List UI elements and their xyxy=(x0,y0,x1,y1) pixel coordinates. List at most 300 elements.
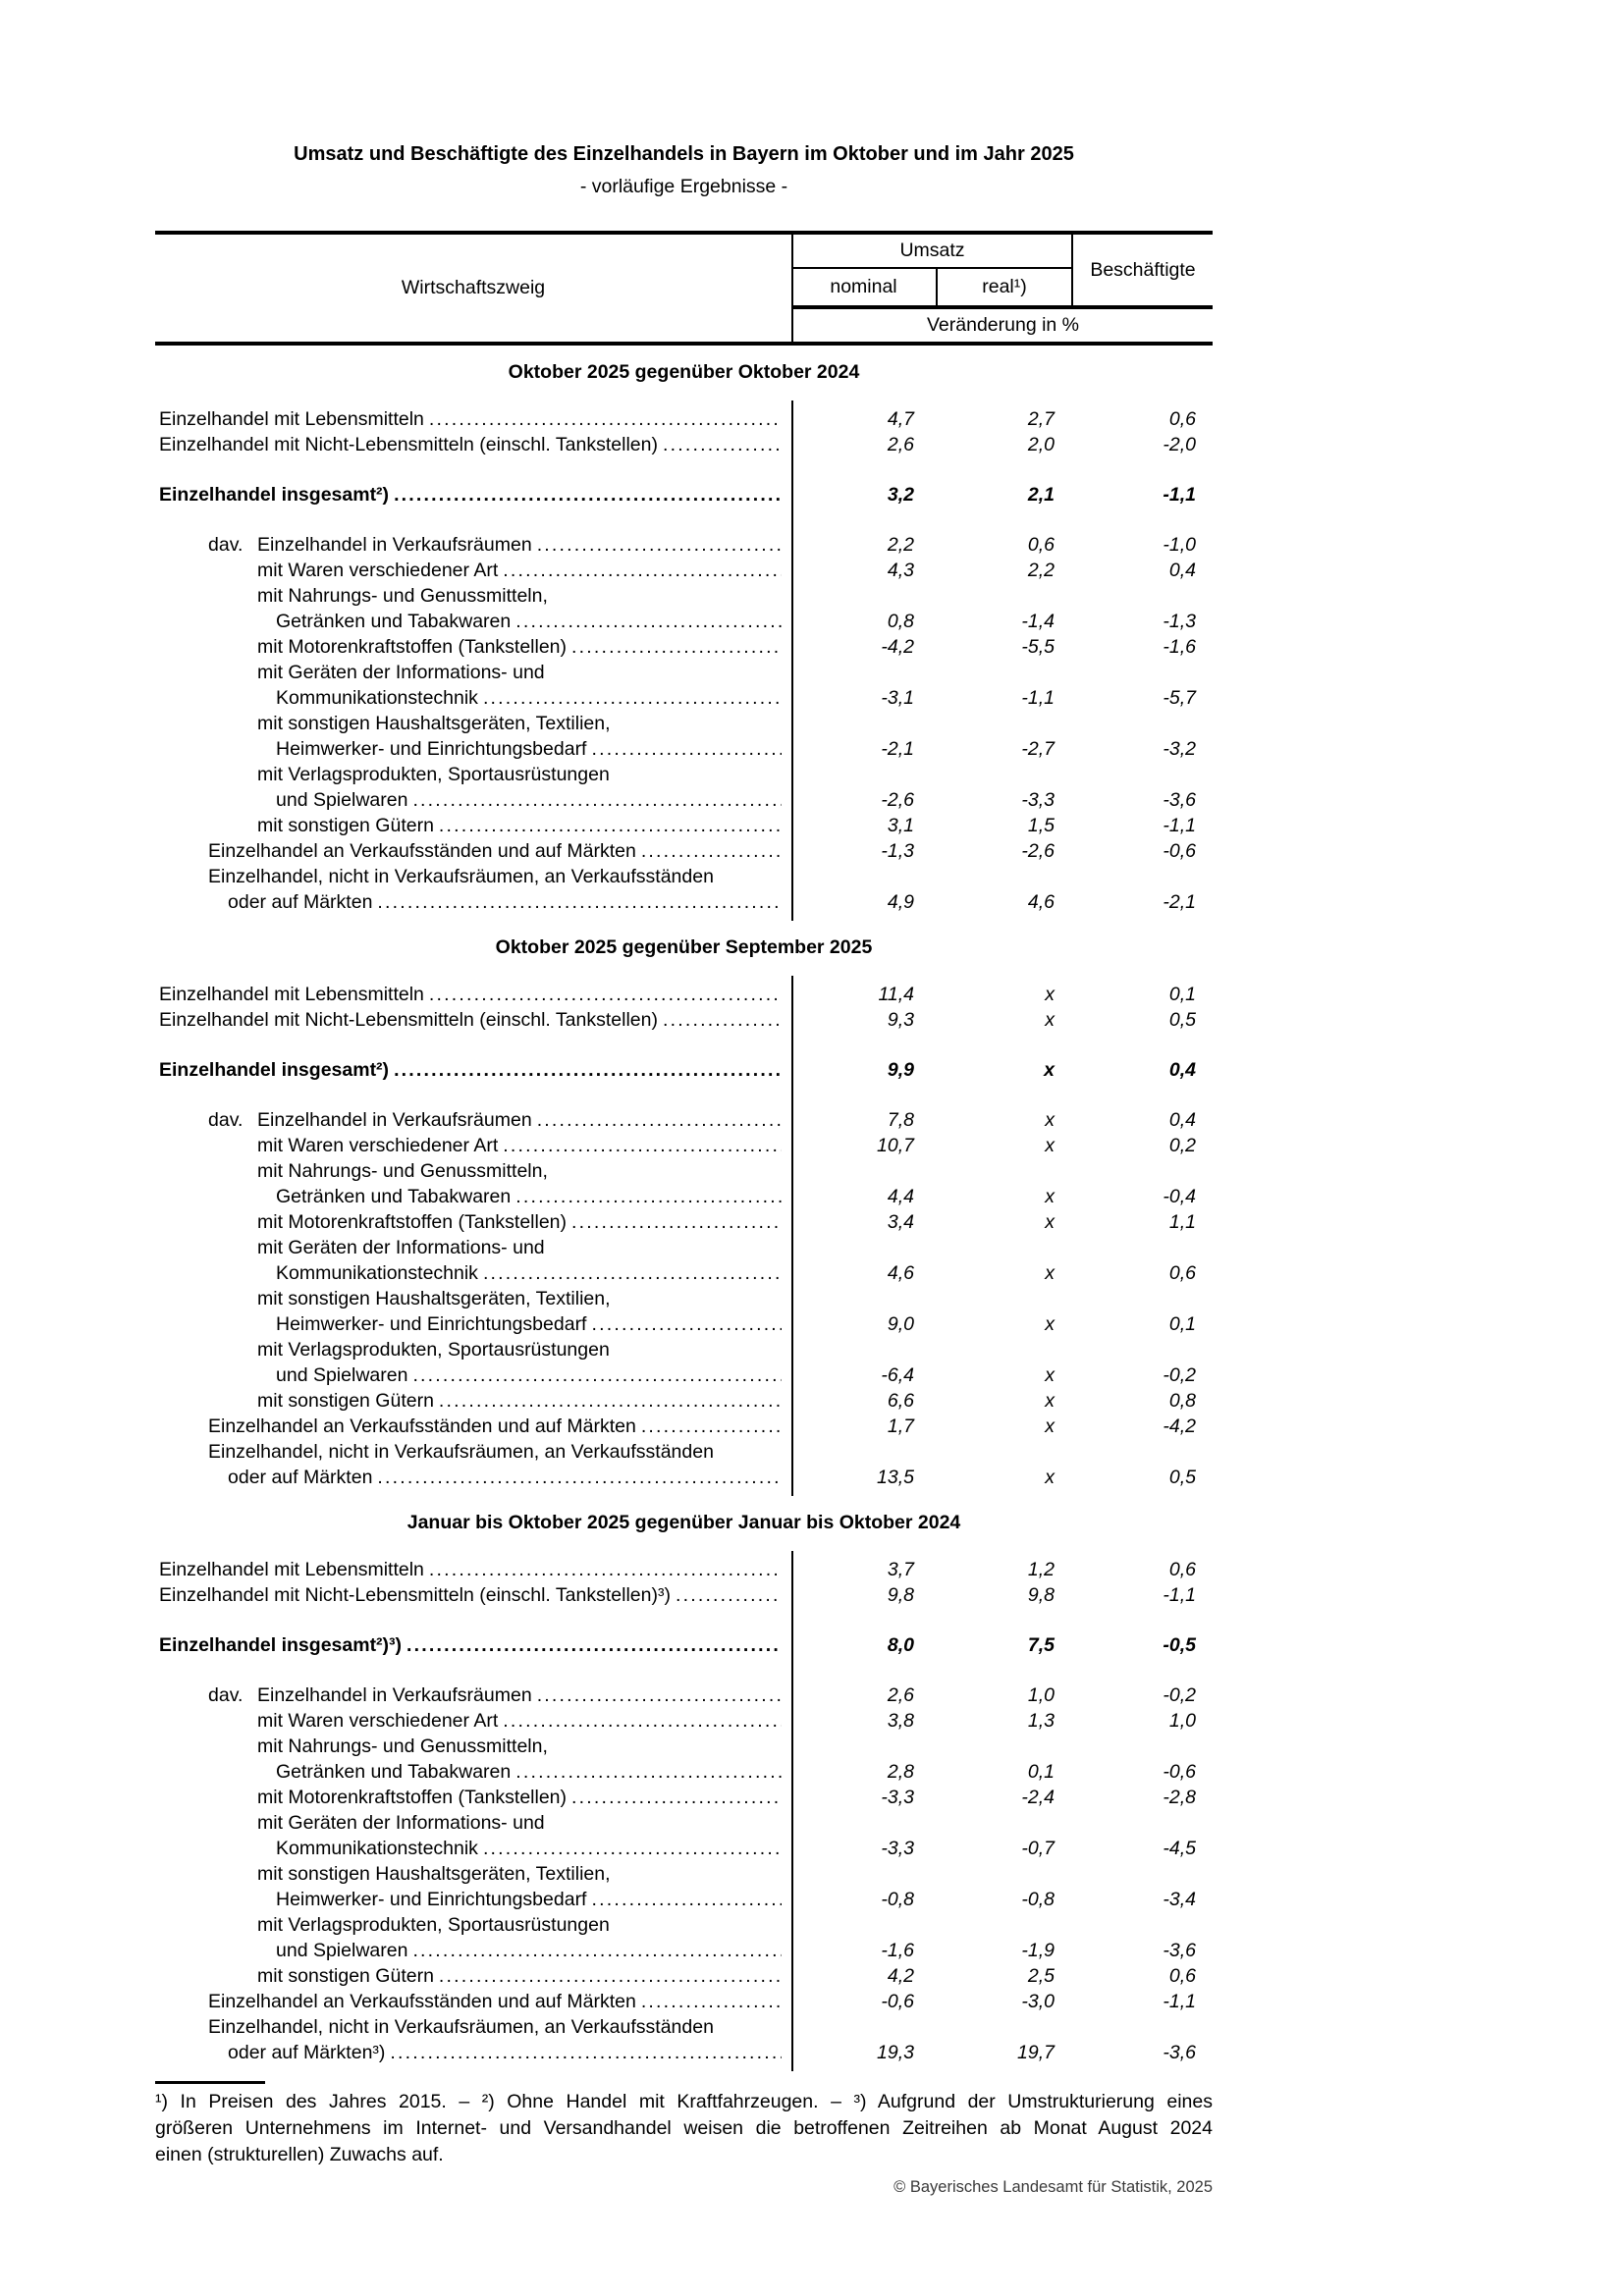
dot-leader xyxy=(591,1311,782,1337)
value-cell-beschaeftigte: -2,8 xyxy=(1163,1787,1196,1808)
row-label xyxy=(155,1133,793,1158)
row-label xyxy=(155,1963,793,1989)
table-row xyxy=(155,2014,1213,2040)
table-row xyxy=(155,1337,1213,1362)
table-row xyxy=(155,634,1213,660)
row-label-text: Einzelhandel mit Nicht-Lebensmitteln (einschl. Tankstellen) xyxy=(159,1009,658,1031)
value-cell-beschaeftigte: 0,6 xyxy=(1168,408,1196,430)
value-cell-real: x xyxy=(1045,1211,1055,1233)
section-rows xyxy=(155,976,1213,1496)
dot-leader xyxy=(429,406,782,432)
section-title: Januar bis Oktober 2025 gegenüber Januar bis Oktober 2024 xyxy=(406,1512,961,1533)
dot-leader xyxy=(515,609,782,634)
row-label xyxy=(155,1682,793,1708)
row-label xyxy=(155,685,793,711)
row-label xyxy=(155,1209,793,1235)
value-cell-beschaeftigte: -0,6 xyxy=(1163,1761,1196,1783)
row-label-text: mit Verlagsprodukten, Sportausrüstungen xyxy=(257,764,610,785)
dot-leader xyxy=(377,889,782,915)
row-label xyxy=(155,558,793,583)
table-header xyxy=(155,231,1213,346)
value-cell-nominal: -1,3 xyxy=(881,840,914,862)
value-cell-nominal: -4,2 xyxy=(881,636,914,658)
row-label-text: Einzelhandel mit Lebensmitteln xyxy=(159,408,424,430)
value-cell-nominal: -3,3 xyxy=(881,1787,914,1808)
value-cell-real: 1,0 xyxy=(1027,1684,1055,1706)
table-row xyxy=(155,1682,1213,1708)
value-cell-beschaeftigte: -0,2 xyxy=(1163,1684,1196,1706)
row-label-text: mit Nahrungs- und Genussmitteln, xyxy=(257,1160,548,1182)
row-label xyxy=(155,1836,793,1861)
row-label xyxy=(155,736,793,762)
row-label-text: mit Waren verschiedener Art xyxy=(257,1710,499,1732)
row-label-text: Heimwerker- und Einrichtungsbedarf xyxy=(276,738,587,760)
value-cell-nominal: 2,8 xyxy=(887,1761,914,1783)
value-cell-beschaeftigte: -0,5 xyxy=(1163,1634,1196,1656)
dot-leader xyxy=(571,1209,782,1235)
dot-leader xyxy=(394,482,782,507)
table-row xyxy=(155,1362,1213,1388)
row-label-text: Einzelhandel, nicht in Verkaufsräumen, an Verkaufsständen xyxy=(208,866,714,887)
table-row xyxy=(155,838,1213,864)
value-cell-beschaeftigte: -4,5 xyxy=(1163,1838,1196,1859)
footnote-line: größeren Unternehmens im Internet- und Versandhandel weisen die betroffenen Zeitreihen ab Monat August 2024 xyxy=(155,2117,1213,2139)
table-row xyxy=(155,1759,1213,1785)
row-label xyxy=(155,1810,793,1836)
footnote-line: ¹) In Preisen des Jahres 2015. – ²) Ohne Handel mit Kraftfahrzeugen. – ³) Aufgrund der Umstrukturierung eines xyxy=(155,2091,1213,2112)
dot-leader xyxy=(676,1582,782,1608)
row-label-text: mit sonstigen Haushaltsgeräten, Textilien, xyxy=(257,713,611,734)
row-label xyxy=(155,813,793,838)
table-row xyxy=(155,1912,1213,1938)
dot-leader xyxy=(571,634,782,660)
dot-leader xyxy=(429,1557,782,1582)
value-cell-real: x xyxy=(1045,1186,1055,1207)
dot-leader xyxy=(483,1836,782,1861)
column-header-beschaeftigte: Beschäftigte xyxy=(1090,258,1196,281)
row-prefix: dav. xyxy=(208,1109,244,1131)
row-label-text: Einzelhandel an Verkaufsständen und auf Märkten xyxy=(208,1991,636,2012)
value-cell-beschaeftigte: -1,1 xyxy=(1163,815,1196,836)
row-label-text: Getränken und Tabakwaren xyxy=(276,1186,512,1207)
row-label xyxy=(155,1286,793,1311)
table-row xyxy=(155,736,1213,762)
row-label-text: oder auf Märkten xyxy=(228,1467,373,1488)
section-title: Oktober 2025 gegenüber September 2025 xyxy=(495,936,873,958)
value-cell-nominal: -0,8 xyxy=(881,1889,914,1910)
dot-leader xyxy=(503,1708,782,1734)
value-cell-beschaeftigte: -0,6 xyxy=(1163,840,1196,862)
table-row xyxy=(155,1286,1213,1311)
value-cell-nominal: 11,4 xyxy=(878,984,914,1005)
value-cell-nominal: 4,9 xyxy=(887,891,914,913)
row-label-text: Heimwerker- und Einrichtungsbedarf xyxy=(276,1889,587,1910)
row-label-text: mit Geräten der Informations- und xyxy=(257,1237,545,1258)
value-cell-beschaeftigte: 1,1 xyxy=(1168,1211,1196,1233)
value-cell-real: -1,1 xyxy=(1021,687,1055,709)
row-label xyxy=(155,1362,793,1388)
value-cell-nominal: -2,1 xyxy=(881,738,914,760)
section-rows xyxy=(155,400,1213,921)
value-cell-beschaeftigte: 0,5 xyxy=(1168,1467,1196,1488)
row-label xyxy=(155,762,793,787)
value-cell-real: -3,3 xyxy=(1021,789,1055,811)
value-cell-real: x xyxy=(1045,1009,1055,1031)
value-cell-real: x xyxy=(1045,1390,1055,1412)
value-cell-beschaeftigte: -1,3 xyxy=(1163,611,1196,632)
row-label-text: Einzelhandel mit Lebensmitteln xyxy=(159,984,424,1005)
row-label xyxy=(155,1557,793,1582)
value-cell-beschaeftigte: -3,4 xyxy=(1163,1889,1196,1910)
column-header-veraenderung: Veränderung in % xyxy=(926,314,1080,336)
row-label-text: Einzelhandel in Verkaufsräumen xyxy=(257,534,532,556)
table-row xyxy=(155,1007,1213,1033)
row-label-text: Einzelhandel in Verkaufsräumen xyxy=(257,1684,532,1706)
value-cell-real: -2,7 xyxy=(1021,738,1055,760)
value-cell-beschaeftigte: 0,1 xyxy=(1168,1313,1196,1335)
value-cell-beschaeftigte: -1,1 xyxy=(1163,484,1196,506)
table-row xyxy=(155,889,1213,915)
page-subtitle: - vorläufige Ergebnisse - xyxy=(579,176,788,197)
row-label-text: Einzelhandel in Verkaufsräumen xyxy=(257,1109,532,1131)
row-label xyxy=(155,1465,793,1490)
table-row xyxy=(155,1963,1213,1989)
page-title: Umsatz und Beschäftigte des Einzelhandels in Bayern im Oktober und im Jahr 2025 xyxy=(294,143,1074,165)
footnotes xyxy=(155,2089,1213,2168)
row-label xyxy=(155,889,793,915)
dot-leader xyxy=(641,838,782,864)
dot-leader xyxy=(439,1963,782,1989)
dot-leader xyxy=(503,1133,782,1158)
table-row xyxy=(155,1938,1213,1963)
value-cell-real: x xyxy=(1045,1109,1055,1131)
table-row xyxy=(155,1184,1213,1209)
row-label xyxy=(155,787,793,813)
value-cell-nominal: 6,6 xyxy=(887,1390,914,1412)
table-row xyxy=(155,406,1213,432)
row-label xyxy=(155,1388,793,1414)
row-label-text: Einzelhandel, nicht in Verkaufsräumen, an Verkaufsständen xyxy=(208,2016,714,2038)
row-label-text: Einzelhandel insgesamt²)³) xyxy=(159,1634,403,1656)
row-label xyxy=(155,1107,793,1133)
value-cell-nominal: -6,4 xyxy=(881,1364,914,1386)
value-cell-beschaeftigte: 0,5 xyxy=(1168,1009,1196,1031)
row-label-text: mit Waren verschiedener Art xyxy=(257,1135,499,1156)
table-row xyxy=(155,432,1213,457)
dot-leader xyxy=(439,1388,782,1414)
table-row xyxy=(155,1260,1213,1286)
value-cell-beschaeftigte: -4,2 xyxy=(1163,1415,1196,1437)
row-label xyxy=(155,1057,793,1083)
value-cell-nominal: -2,6 xyxy=(881,789,914,811)
dot-leader xyxy=(663,432,782,457)
dot-leader xyxy=(591,1887,782,1912)
row-label-text: Heimwerker- und Einrichtungsbedarf xyxy=(276,1313,587,1335)
row-label xyxy=(155,711,793,736)
value-cell-real: 2,0 xyxy=(1027,434,1055,455)
value-cell-beschaeftigte: -3,6 xyxy=(1163,1940,1196,1961)
value-cell-beschaeftigte: -2,1 xyxy=(1163,891,1196,913)
value-cell-nominal: 4,4 xyxy=(887,1186,914,1207)
row-label-text: mit Verlagsprodukten, Sportausrüstungen xyxy=(257,1914,610,1936)
value-cell-nominal: 3,7 xyxy=(887,1559,914,1580)
table-row xyxy=(155,609,1213,634)
table-row xyxy=(155,685,1213,711)
table-row xyxy=(155,1107,1213,1133)
row-label xyxy=(155,1260,793,1286)
column-header-nominal: nominal xyxy=(830,276,897,297)
row-label xyxy=(155,482,793,507)
dot-leader xyxy=(394,1057,782,1083)
row-label-text: mit sonstigen Haushaltsgeräten, Textilien, xyxy=(257,1863,611,1885)
dot-leader xyxy=(412,1938,782,1963)
value-cell-real: 2,7 xyxy=(1027,408,1055,430)
row-label-text: mit Geräten der Informations- und xyxy=(257,662,545,683)
row-label xyxy=(155,1989,793,2014)
value-cell-beschaeftigte: -0,4 xyxy=(1163,1186,1196,1207)
value-cell-nominal: 0,8 xyxy=(887,611,914,632)
value-cell-nominal: 10,7 xyxy=(877,1135,914,1156)
value-cell-real: -1,4 xyxy=(1021,611,1055,632)
value-cell-beschaeftigte: -1,1 xyxy=(1163,1584,1196,1606)
value-cell-beschaeftigte: 0,6 xyxy=(1168,1262,1196,1284)
dot-leader xyxy=(390,2040,782,2065)
row-label xyxy=(155,1311,793,1337)
table-row xyxy=(155,1785,1213,1810)
value-cell-beschaeftigte: 1,0 xyxy=(1168,1710,1196,1732)
value-cell-real: 2,5 xyxy=(1027,1965,1055,1987)
value-cell-real: x xyxy=(1045,1135,1055,1156)
value-cell-beschaeftigte: -3,6 xyxy=(1163,789,1196,811)
dot-leader xyxy=(571,1785,782,1810)
row-label xyxy=(155,1708,793,1734)
dot-leader xyxy=(406,1632,782,1658)
value-cell-beschaeftigte: 0,8 xyxy=(1168,1390,1196,1412)
table-row xyxy=(155,1836,1213,1861)
row-prefix: dav. xyxy=(208,534,244,556)
value-cell-real: 0,6 xyxy=(1027,534,1055,556)
row-label xyxy=(155,1582,793,1608)
value-cell-beschaeftigte: -2,0 xyxy=(1163,434,1196,455)
row-label xyxy=(155,660,793,685)
dot-leader xyxy=(515,1184,782,1209)
table-row xyxy=(155,1887,1213,1912)
value-cell-real: x xyxy=(1045,1313,1055,1335)
value-cell-nominal: 3,2 xyxy=(887,484,914,506)
column-header-real: real¹) xyxy=(982,276,1027,297)
row-label-text: mit sonstigen Gütern xyxy=(257,815,434,836)
row-label-text: mit sonstigen Gütern xyxy=(257,1965,434,1987)
row-label-text: Getränken und Tabakwaren xyxy=(276,1761,512,1783)
dot-leader xyxy=(641,1414,782,1439)
value-cell-real: -2,4 xyxy=(1021,1787,1055,1808)
dot-leader xyxy=(537,1107,782,1133)
row-label-text: Kommunikationstechnik xyxy=(276,1262,478,1284)
column-header-umsatz: Umsatz xyxy=(899,240,965,261)
value-cell-beschaeftigte: -5,7 xyxy=(1163,687,1196,709)
value-cell-nominal: -1,6 xyxy=(881,1940,914,1961)
dot-leader xyxy=(412,1362,782,1388)
dot-leader xyxy=(377,1465,782,1490)
value-cell-nominal: 13,5 xyxy=(877,1467,914,1488)
value-cell-nominal: 1,7 xyxy=(887,1415,914,1437)
value-cell-real: -5,5 xyxy=(1021,636,1055,658)
table-row xyxy=(155,1158,1213,1184)
row-label-text: Einzelhandel, nicht in Verkaufsräumen, an Verkaufsständen xyxy=(208,1441,714,1463)
value-cell-nominal: 4,3 xyxy=(887,560,914,581)
value-cell-real: x xyxy=(1045,1364,1055,1386)
value-cell-nominal: 19,3 xyxy=(877,2042,914,2063)
row-label xyxy=(155,2014,793,2040)
row-label-text: Einzelhandel mit Nicht-Lebensmitteln (einschl. Tankstellen)³) xyxy=(159,1584,671,1606)
row-label-text: mit Motorenkraftstoffen (Tankstellen) xyxy=(257,636,568,658)
dot-leader xyxy=(515,1759,782,1785)
value-cell-real: 0,1 xyxy=(1027,1761,1055,1783)
table-row xyxy=(155,787,1213,813)
value-cell-beschaeftigte: 0,6 xyxy=(1168,1965,1196,1987)
row-label xyxy=(155,634,793,660)
table-row xyxy=(155,1439,1213,1465)
table-row xyxy=(155,1235,1213,1260)
sections xyxy=(155,359,1213,2071)
value-cell-real: x xyxy=(1045,1415,1055,1437)
table-row xyxy=(155,532,1213,558)
section-title: Oktober 2025 gegenüber Oktober 2024 xyxy=(508,361,860,383)
row-label xyxy=(155,1734,793,1759)
row-label xyxy=(155,1235,793,1260)
row-label-text: mit sonstigen Gütern xyxy=(257,1390,434,1412)
value-cell-nominal: -3,3 xyxy=(881,1838,914,1859)
value-cell-real: 2,1 xyxy=(1027,484,1055,506)
value-cell-real: -3,0 xyxy=(1021,1991,1055,2012)
table-row xyxy=(155,1810,1213,1836)
table-row xyxy=(155,1388,1213,1414)
row-label xyxy=(155,609,793,634)
table-section xyxy=(155,1510,1213,2071)
value-cell-beschaeftigte: -0,2 xyxy=(1163,1364,1196,1386)
value-cell-beschaeftigte: 0,2 xyxy=(1168,1135,1196,1156)
table-row xyxy=(155,813,1213,838)
row-label-text: Einzelhandel an Verkaufsständen und auf Märkten xyxy=(208,1415,636,1437)
column-header-wirtschaftszweig: Wirtschaftszweig xyxy=(401,277,546,298)
row-label xyxy=(155,1938,793,1963)
row-label xyxy=(155,838,793,864)
row-label-text: mit sonstigen Haushaltsgeräten, Textilien, xyxy=(257,1288,611,1309)
table-row xyxy=(155,482,1213,507)
row-label-text: oder auf Märkten³) xyxy=(228,2042,386,2063)
table-row xyxy=(155,711,1213,736)
dot-leader xyxy=(537,1682,782,1708)
table-row xyxy=(155,864,1213,889)
row-label-text: oder auf Märkten xyxy=(228,891,373,913)
value-cell-nominal: 7,8 xyxy=(887,1109,914,1131)
value-cell-nominal: -3,1 xyxy=(881,687,914,709)
value-cell-nominal: 2,6 xyxy=(887,1684,914,1706)
value-cell-nominal: -0,6 xyxy=(881,1991,914,2012)
column-divider-rule xyxy=(791,1551,793,2071)
table-row xyxy=(155,1057,1213,1083)
dot-leader xyxy=(429,982,782,1007)
value-cell-real: -1,9 xyxy=(1021,1940,1055,1961)
value-cell-beschaeftigte: -1,6 xyxy=(1163,636,1196,658)
row-label-text: und Spielwaren xyxy=(276,1940,408,1961)
dot-leader xyxy=(641,1989,782,2014)
row-label xyxy=(155,1759,793,1785)
row-label xyxy=(155,864,793,889)
table-row xyxy=(155,2040,1213,2065)
table-section xyxy=(155,359,1213,921)
table-row xyxy=(155,1209,1213,1235)
value-cell-nominal: 9,0 xyxy=(887,1313,914,1335)
row-label xyxy=(155,1912,793,1938)
value-cell-nominal: 3,8 xyxy=(887,1710,914,1732)
table-row xyxy=(155,982,1213,1007)
table-row xyxy=(155,558,1213,583)
dot-leader xyxy=(439,813,782,838)
row-label xyxy=(155,982,793,1007)
row-label-text: mit Nahrungs- und Genussmitteln, xyxy=(257,585,548,607)
row-label xyxy=(155,583,793,609)
value-cell-real: -0,8 xyxy=(1021,1889,1055,1910)
value-cell-nominal: 8,0 xyxy=(887,1634,914,1656)
row-label xyxy=(155,1861,793,1887)
table-row xyxy=(155,1414,1213,1439)
table-row xyxy=(155,1557,1213,1582)
row-label-text: und Spielwaren xyxy=(276,789,408,811)
table-row xyxy=(155,1989,1213,2014)
value-cell-nominal: 3,4 xyxy=(887,1211,914,1233)
table-row xyxy=(155,1582,1213,1608)
table-row xyxy=(155,1734,1213,1759)
copyright-notice: © Bayerisches Landesamt für Statistik, 2025 xyxy=(893,2178,1213,2196)
row-label-text: mit Motorenkraftstoffen (Tankstellen) xyxy=(257,1211,568,1233)
row-label-text: Einzelhandel insgesamt²) xyxy=(159,484,390,506)
row-prefix: dav. xyxy=(208,1684,244,1706)
value-cell-nominal: 2,2 xyxy=(887,534,914,556)
footnote-separator-rule xyxy=(155,2081,265,2084)
row-label xyxy=(155,1007,793,1033)
dot-leader xyxy=(483,1260,782,1286)
dot-leader xyxy=(483,685,782,711)
table-row xyxy=(155,1465,1213,1490)
value-cell-real: x xyxy=(1045,1467,1055,1488)
column-divider-rule xyxy=(791,400,793,921)
row-label xyxy=(155,2040,793,2065)
value-cell-nominal: 3,1 xyxy=(887,815,914,836)
row-label xyxy=(155,1414,793,1439)
table-row xyxy=(155,1311,1213,1337)
row-label xyxy=(155,1439,793,1465)
row-label-text: mit Nahrungs- und Genussmitteln, xyxy=(257,1735,548,1757)
value-cell-beschaeftigte: 0,4 xyxy=(1168,1059,1196,1081)
section-rows xyxy=(155,1551,1213,2071)
value-cell-real: 1,3 xyxy=(1027,1710,1055,1732)
value-cell-real: 7,5 xyxy=(1027,1634,1055,1656)
value-cell-nominal: 4,6 xyxy=(887,1262,914,1284)
value-cell-real: x xyxy=(1045,1262,1055,1284)
row-label xyxy=(155,432,793,457)
row-label xyxy=(155,1785,793,1810)
value-cell-real: 1,2 xyxy=(1027,1559,1055,1580)
value-cell-beschaeftigte: -3,6 xyxy=(1163,2042,1196,2063)
row-label-text: Einzelhandel mit Nicht-Lebensmitteln (einschl. Tankstellen) xyxy=(159,434,658,455)
table-row xyxy=(155,660,1213,685)
value-cell-nominal: 4,7 xyxy=(887,408,914,430)
row-label-text: Kommunikationstechnik xyxy=(276,687,478,709)
dot-leader xyxy=(537,532,782,558)
table-row xyxy=(155,762,1213,787)
row-label xyxy=(155,1632,793,1658)
